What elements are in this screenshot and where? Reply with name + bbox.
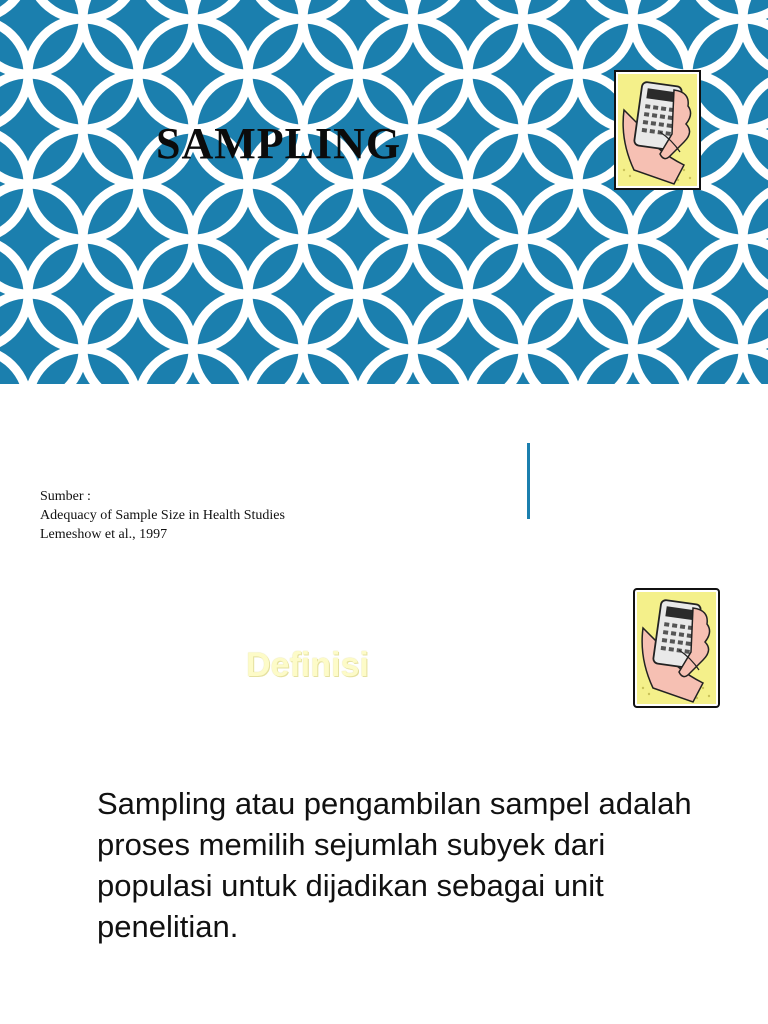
section-heading-definisi: Definisi (246, 646, 369, 684)
calculator-hand-icon (614, 70, 701, 190)
slide-title: SAMPLING (156, 119, 402, 168)
calculator-hand-icon (633, 588, 720, 708)
source-citation (40, 487, 285, 544)
title-banner (0, 0, 768, 384)
source-line-title: Adequacy of Sample Size in Health Studies (40, 508, 285, 523)
definition-paragraph: Sampling atau pengambilan sampel adalah proses memilih sejumlah subyek dari populasi untuk dijadikan sebagai unit penelitian. (97, 786, 692, 944)
circle-pattern-background (0, 0, 768, 384)
source-line-label: Sumber : (40, 489, 91, 504)
source-line-author: Lemeshow et al., 1997 (40, 527, 168, 542)
accent-divider (527, 443, 530, 519)
